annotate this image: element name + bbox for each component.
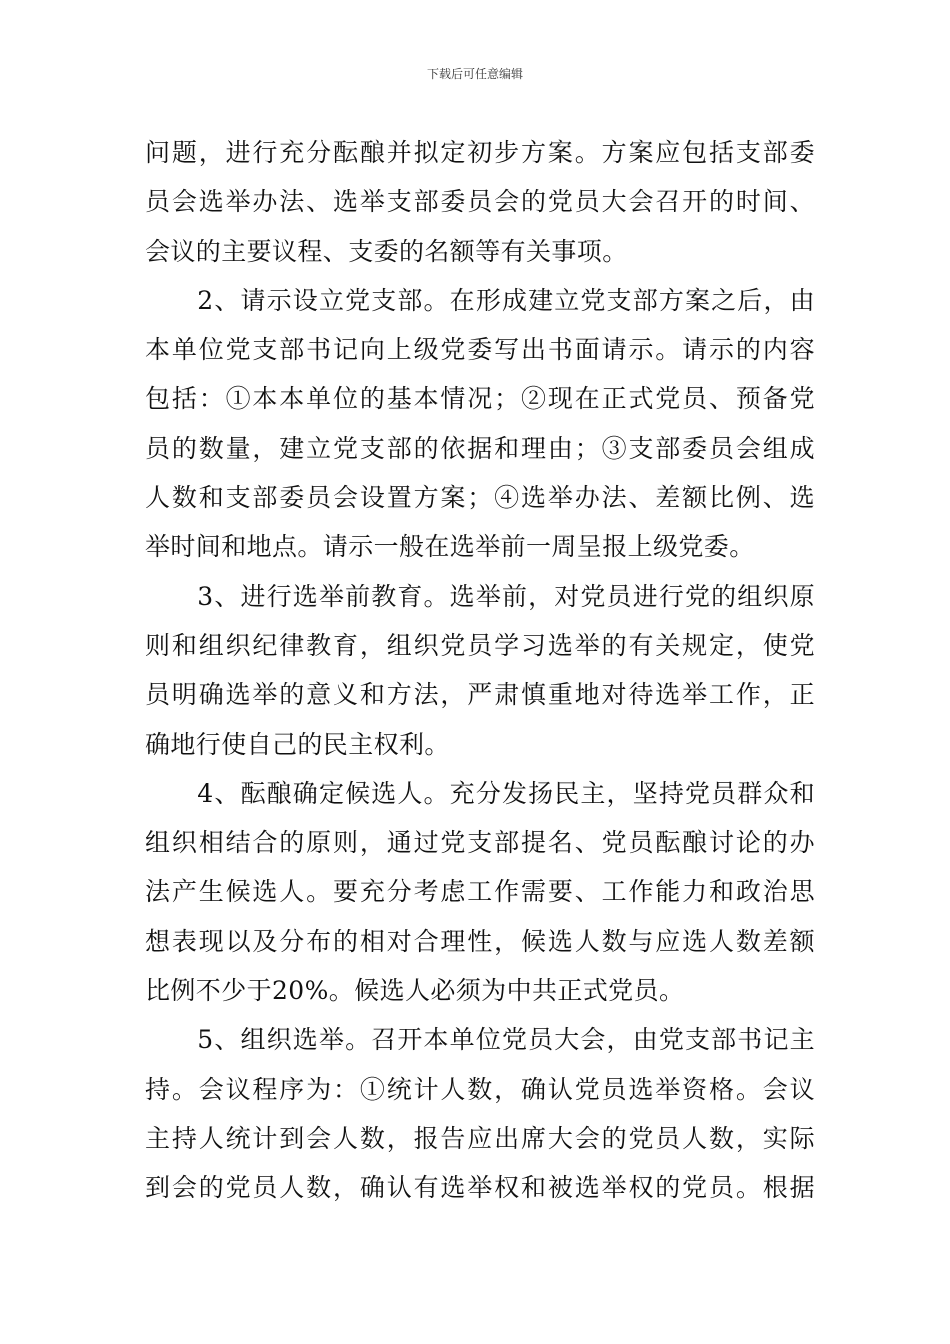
text-line: 则和组织纪律教育，组织党员学习选举的有关规定，使党: [145, 630, 815, 660]
text-line: 举时间和地点。请示一般在选举前一周呈报上级党委。: [145, 532, 755, 562]
text-line: 2、请示设立党支部。在形成建立党支部方案之后，由: [145, 285, 815, 315]
text-line: 人数和支部委员会设置方案；④选举办法、差额比例、选: [145, 483, 815, 513]
text-line: 会议的主要议程、支委的名额等有关事项。: [145, 236, 628, 266]
text-line: 持。会议程序为：①统计人数，确认党员选举资格。会议: [145, 1074, 815, 1104]
text-line: 确地行使自己的民主权利。: [145, 729, 450, 759]
text-line: 员的数量，建立党支部的依据和理由；③支部委员会组成: [145, 433, 815, 463]
text-line: 员明确选举的意义和方法，严肃慎重地对待选举工作，正: [145, 680, 815, 710]
text-line: 比例不少于20%。候选人必须为中共正式党员。: [145, 976, 685, 1006]
text-line: 组织相结合的原则，通过党支部提名、党员酝酿讨论的办: [145, 828, 815, 858]
text-line: 包括：①本本单位的基本情况；②现在正式党员、预备党: [145, 384, 815, 414]
text-line: 主持人统计到会人数，报告应出席大会的党员人数，实际: [145, 1123, 815, 1153]
text-line: 员会选举办法、选举支部委员会的党员大会召开的时间、: [145, 187, 815, 217]
text-line: 3、进行选举前教育。选举前，对党员进行党的组织原: [145, 581, 815, 611]
text-line: 4、酝酿确定候选人。充分发扬民主，坚持党员群众和: [145, 778, 815, 808]
page-header: 下载后可任意编辑: [426, 67, 523, 81]
text-line: 问题，进行充分酝酿并拟定初步方案。方案应包括支部委: [145, 138, 815, 167]
text-line: 想表现以及分布的相对合理性，候选人数与应选人数差额: [145, 926, 815, 956]
document-body: [145, 128, 815, 1213]
text-line: 本单位党支部书记向上级党委写出书面请示。请示的内容: [145, 335, 815, 365]
text-line: 到会的党员人数，确认有选举权和被选举权的党员。根据: [145, 1173, 815, 1203]
text-line: 法产生候选人。要充分考虑工作需要、工作能力和政治思: [145, 877, 815, 907]
text-line: 5、组织选举。召开本单位党员大会，由党支部书记主: [145, 1025, 815, 1055]
